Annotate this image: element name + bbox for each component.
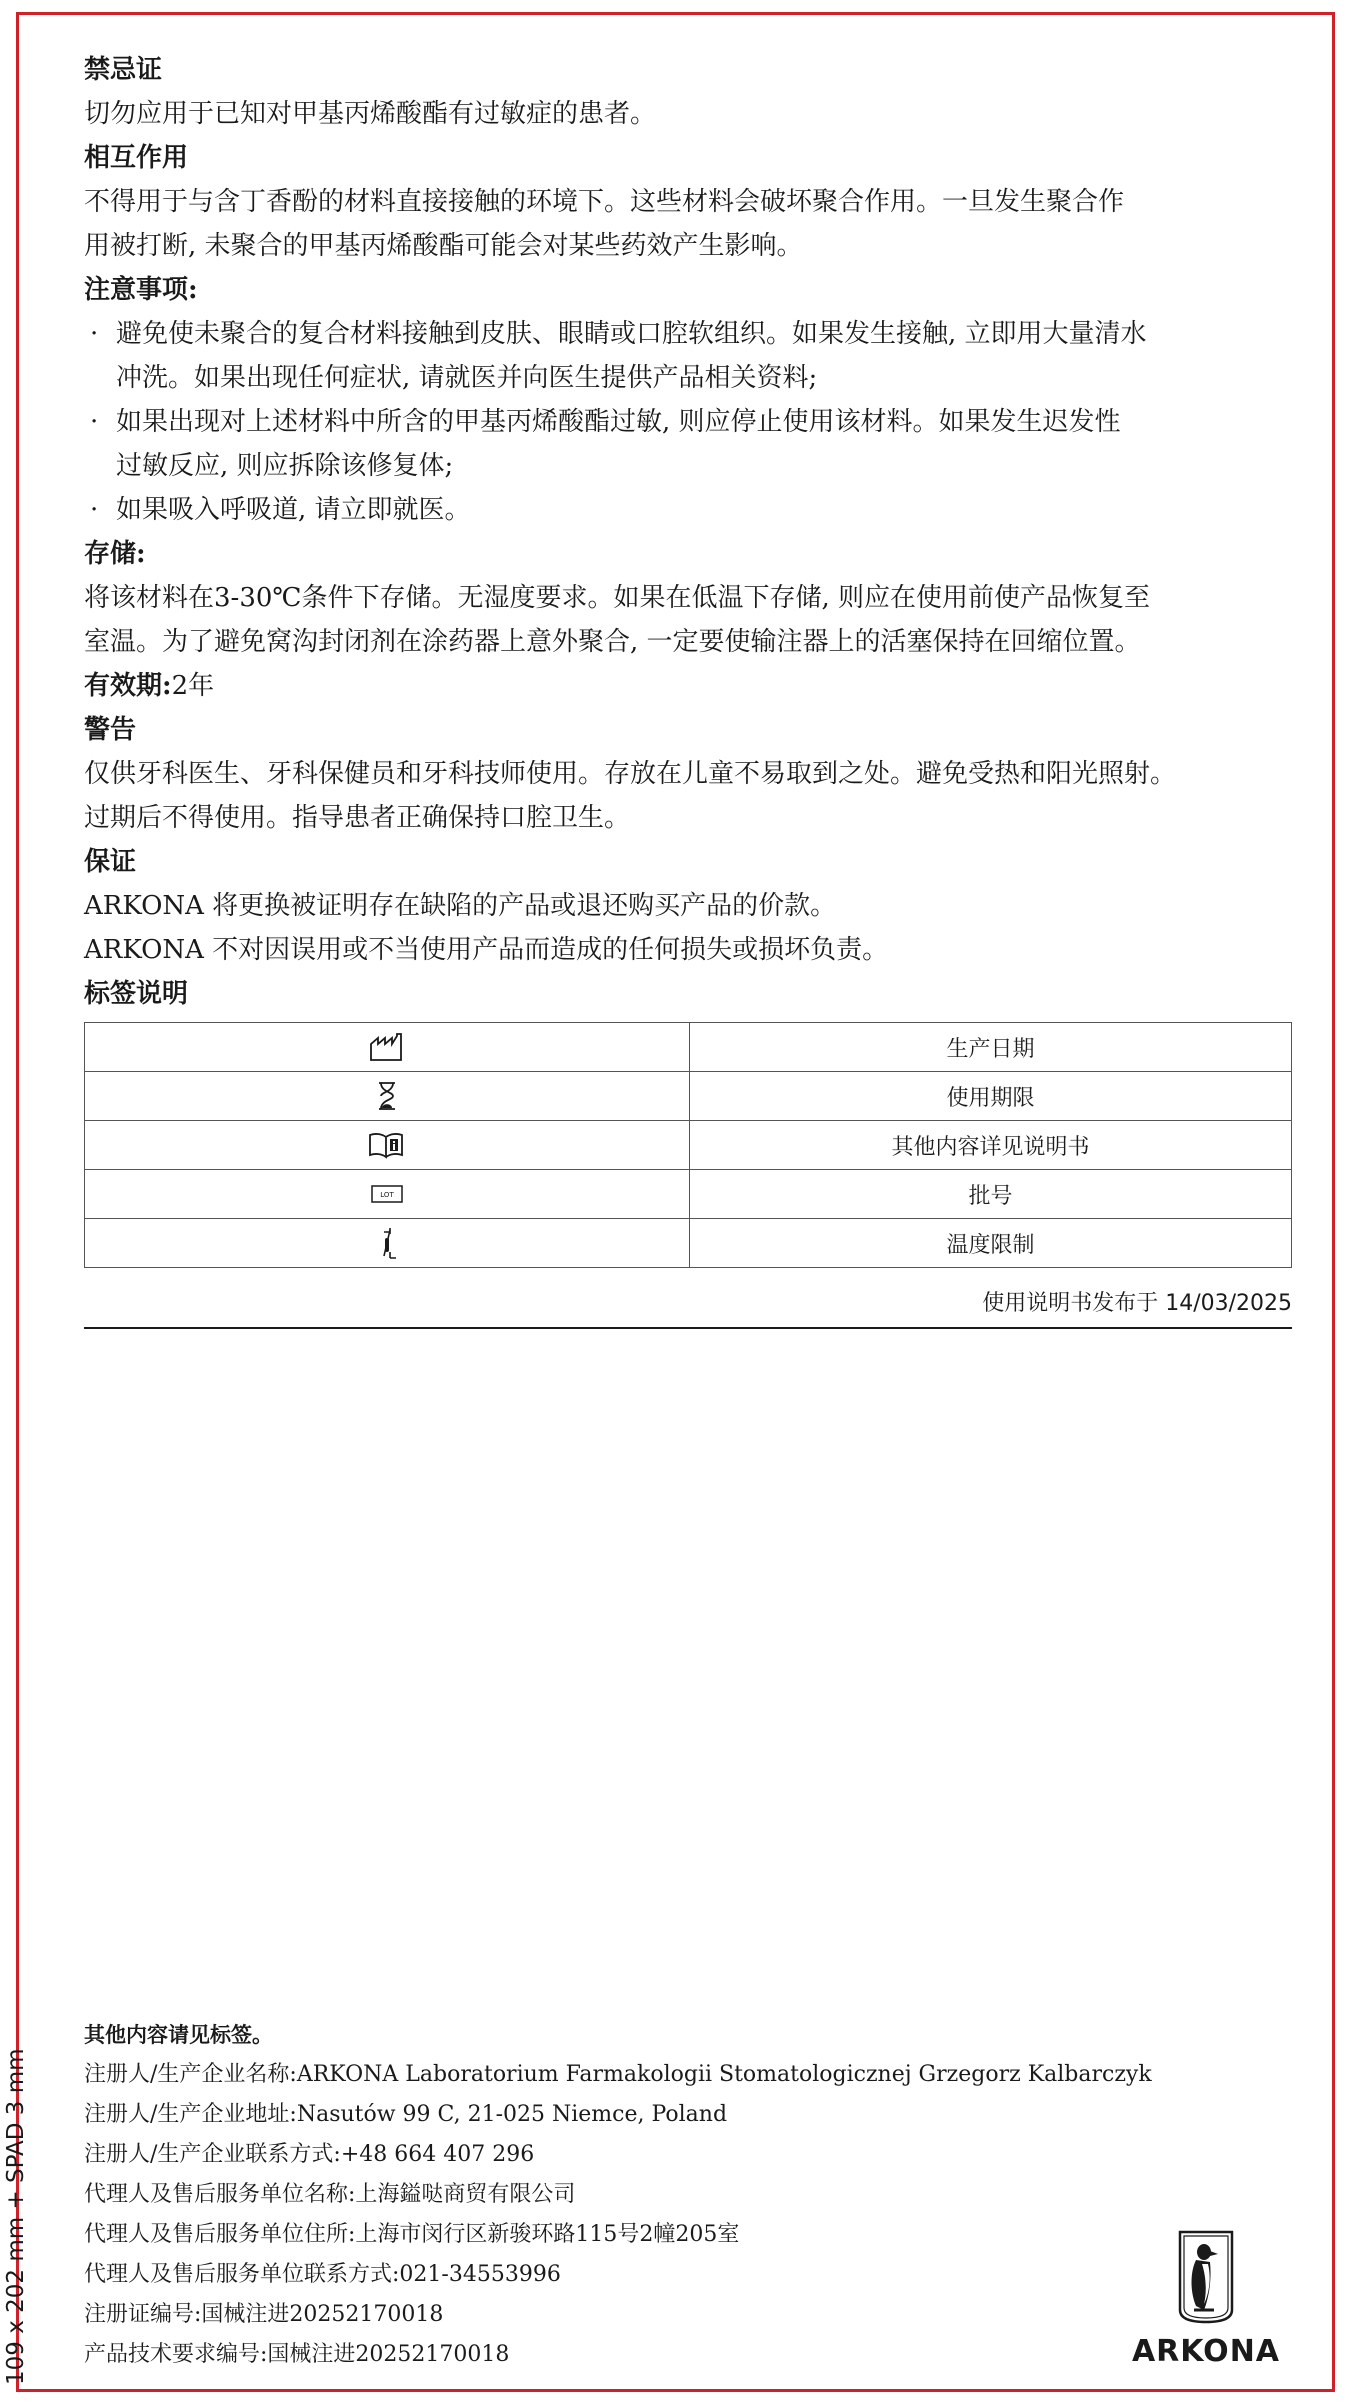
precautions-list: [84, 312, 1292, 532]
precaution-line: 避免使未聚合的复合材料接触到皮肤、眼睛或口腔软组织。如果发生接触, 立即用大量清水: [116, 319, 1147, 349]
leaflet-content: [84, 48, 1292, 1329]
warning-line: 过期后不得使用。指导患者正确保持口腔卫生。: [84, 803, 631, 833]
penguin-logo-icon: [1174, 2230, 1238, 2324]
label-desc: 其他内容详见说明书: [690, 1121, 1292, 1170]
contraindications-heading: 禁忌证: [84, 55, 163, 85]
list-item: [84, 400, 1292, 444]
table-row: [85, 1023, 1292, 1072]
arkona-logo: [1120, 2230, 1292, 2369]
precaution-line: 如果出现对上述材料中所含的甲基丙烯酸酯过敏, 则应停止使用该材料。如果发生迟发性: [116, 407, 1121, 437]
footer-line: 产品技术要求编号:国械注进20252170018: [84, 2342, 510, 2367]
table-row: [85, 1170, 1292, 1219]
footer-line: 代理人及售后服务单位名称:上海鎰哒商贸有限公司: [84, 2182, 576, 2207]
warning-line: 仅供牙科医生、牙科保健员和牙科技师使用。存放在儿童不易取到之处。避免受热和阳光照射。: [84, 759, 1177, 789]
label-symbols-table: [84, 1022, 1292, 1268]
bullet: ·: [90, 407, 99, 437]
list-item-continuation: [84, 356, 1292, 400]
precautions-heading: 注意事项:: [84, 275, 198, 305]
footer-info: [84, 2015, 1184, 2375]
label-desc: 生产日期: [690, 1023, 1292, 1072]
label-desc: 批号: [690, 1170, 1292, 1219]
storage-heading: 存储:: [84, 539, 146, 569]
storage-line: 将该材料在3-30℃条件下存储。无湿度要求。如果在低温下存储, 则应在使用前使产品恢复至: [84, 583, 1151, 613]
interactions-line: 不得用于与含丁香酚的材料直接接触的环境下。这些材料会破坏聚合作用。一旦发生聚合作: [84, 187, 1125, 217]
label-desc: 使用期限: [690, 1072, 1292, 1121]
footer-line: 注册人/生产企业名称:ARKONA Laboratorium Farmakologii Stomatologicznej Grzegorz Kalbarczyk: [84, 2062, 1152, 2087]
shelf-life-value: 2年: [171, 671, 215, 701]
footer-heading: 其他内容请见标签。: [84, 2022, 273, 2047]
label-desc: 温度限制: [690, 1219, 1292, 1268]
manufacture-date-icon: [369, 1032, 405, 1062]
contraindications-text: 切勿应用于已知对甲基丙烯酸酯有过敏症的患者。: [84, 99, 657, 129]
footer-line: 代理人及售后服务单位住所:上海市闵行区新骏环路115号2幢205室: [84, 2222, 740, 2247]
footer-line: 注册人/生产企业联系方式:+48 664 407 296: [84, 2142, 535, 2167]
shelf-life: [84, 664, 1292, 708]
shelf-life-label: 有效期:: [84, 671, 172, 701]
lot-icon: [371, 1185, 403, 1203]
guarantee-heading: 保证: [84, 847, 137, 877]
footer-line: 代理人及售后服务单位联系方式:021-34553996: [84, 2262, 561, 2287]
list-item: [84, 488, 1292, 532]
table-row: [85, 1121, 1292, 1170]
table-row: [85, 1072, 1292, 1121]
interactions-line: 用被打断, 未聚合的甲基丙烯酸酯可能会对某些药效产生影响。: [84, 231, 803, 261]
bullet: ·: [90, 495, 99, 525]
warning-heading: 警告: [84, 715, 137, 745]
bullet: ·: [90, 319, 99, 349]
table-row: [85, 1219, 1292, 1268]
label-explanation-heading: 标签说明: [84, 979, 189, 1009]
list-item-continuation: [84, 444, 1292, 488]
guarantee-line: ARKONA 不对因误用或不当使用产品而造成的任何损失或损坏负责。: [84, 935, 889, 965]
logo-text: ARKONA: [1131, 2334, 1281, 2369]
precaution-line: 如果吸入呼吸道, 请立即就医。: [116, 495, 471, 525]
footer-line: 注册证编号:国械注进20252170018: [84, 2302, 444, 2327]
interactions-heading: 相互作用: [84, 143, 189, 173]
instructions-book-icon: [368, 1131, 406, 1159]
lot-icon-text: LOT: [380, 1191, 394, 1199]
storage-line: 室温。为了避免窝沟封闭剂在涂药器上意外聚合, 一定要使输注器上的活塞保持在回缩位置。: [84, 627, 1141, 657]
guarantee-line: ARKONA 将更换被证明存在缺陷的产品或退还购买产品的价款。: [84, 891, 837, 921]
thermometer-icon: [376, 1226, 398, 1260]
list-item: [84, 312, 1292, 356]
precaution-line: 冲洗。如果出现任何症状, 请就医并向医生提供产品相关资料;: [116, 363, 818, 393]
precaution-line: 过敏反应, 则应拆除该修复体;: [116, 451, 454, 481]
issue-date: 使用说明书发布于 14/03/2025: [84, 1286, 1292, 1329]
side-dimension-label: 109 x 202 mm + SPAD 3 mm: [3, 2048, 29, 2385]
hourglass-icon: [376, 1081, 398, 1111]
footer-line: 注册人/生产企业地址:Nasutów 99 C, 21-025 Niemce, Poland: [84, 2102, 728, 2127]
